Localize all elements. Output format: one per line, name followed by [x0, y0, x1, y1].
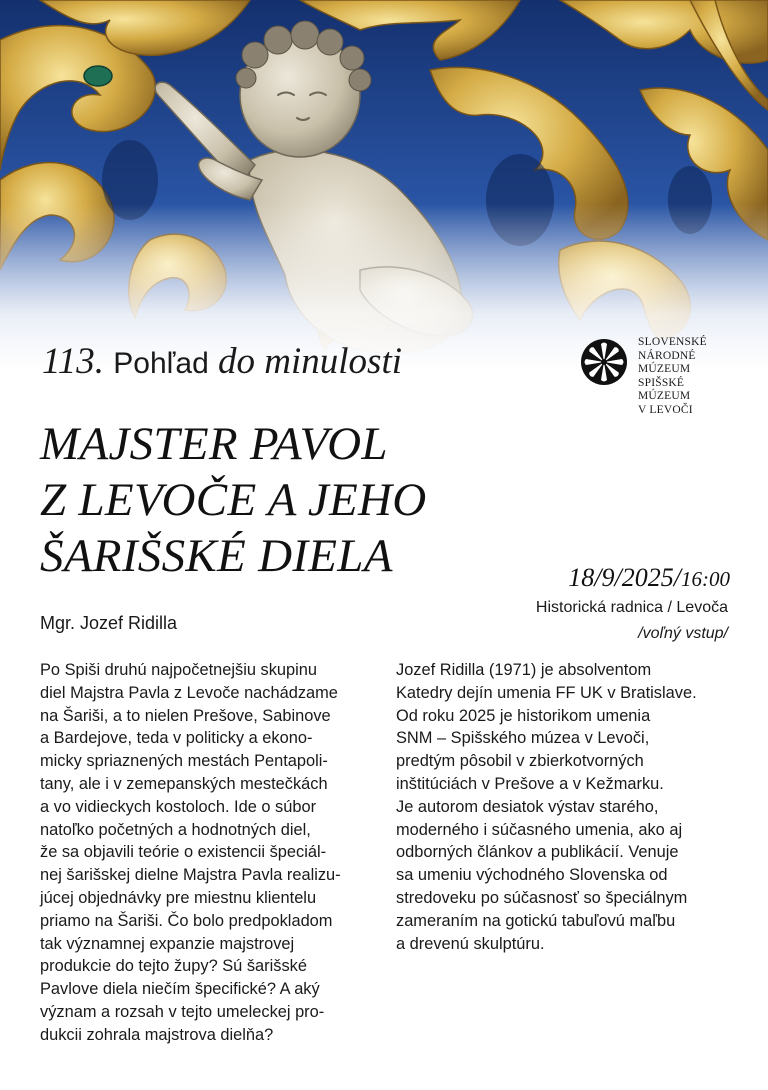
- bio-line: predtým pôsobil v zbierkotvorných: [396, 752, 644, 771]
- event-month: 9: [601, 563, 615, 592]
- event-time: 16:00: [681, 567, 730, 591]
- abstract-line: a vo vidieckych kostoloch. Ide o súbor: [40, 797, 317, 816]
- abstract-line: natoľko početných a hodnotných diel,: [40, 820, 311, 839]
- series-word-pohlad: Pohľad: [113, 347, 209, 380]
- bio-line: inštitúciách v Prešove a v Kežmarku.: [396, 774, 664, 793]
- abstract-line: tany, ale i v zemepanských mestečkách: [40, 774, 328, 793]
- series-number: 113.: [42, 341, 105, 382]
- bio-line: stredoveku po súčasnosť so špeciálnym: [396, 888, 688, 907]
- museum-name-line: V LEVOČI: [638, 403, 693, 416]
- event-year: 2025: [621, 563, 674, 592]
- abstract-line: Po Spiši druhú najpočetnejšiu skupinu: [40, 661, 318, 679]
- event-datetime: 18/9/2025/16:00: [568, 563, 730, 592]
- abstract-line: Pavlove diela niečím špecifické? A aký: [40, 980, 320, 999]
- abstract-line: nej šarišskej dielne Majstra Pavla realizu-: [40, 866, 341, 885]
- bio-line: Katedry dejín umenia FF UK v Bratislave.: [396, 683, 697, 702]
- title-line: Z LEVOČE A JEHO: [40, 474, 427, 526]
- museum-name-line: SPIŠSKÉ: [638, 376, 685, 389]
- bio-line: Od roku 2025 je historikom umenia: [396, 706, 651, 725]
- lecture-title: [40, 416, 510, 584]
- bio-line: Je autorom desiatok výstav starého,: [396, 797, 659, 816]
- hero-image-carved-angel: [0, 0, 768, 370]
- event-entry: /voľný vstup/: [638, 625, 728, 642]
- abstract-line: význam a rozsah v tejto umeleckej pro-: [40, 1002, 325, 1021]
- museum-name: [638, 336, 738, 418]
- lecturer-bio: [396, 659, 736, 955]
- lecture-series-heading: [42, 340, 402, 384]
- museum-name-line: MÚZEUM: [638, 390, 691, 403]
- bio-line: odborných článkov a publikácií. Venuje: [396, 843, 679, 862]
- abstract-line: a Bardejove, teda v politicky a ekono-: [40, 729, 313, 748]
- abstract-line: produkcie do tejto župy? Sú šarišské: [40, 957, 307, 976]
- event-venue: Historická radnica / Levoča: [535, 599, 728, 616]
- bio-line: Jozef Ridilla (1971) je absolventom: [396, 661, 652, 679]
- bio-line: zameraním na gotickú tabuľovú maľbu: [396, 911, 676, 930]
- lecturer-name: Mgr. Jozef Ridilla: [40, 613, 178, 633]
- event-day: 18: [568, 563, 595, 592]
- abstract-line: júcej objednávky pre miestnu klientelu: [40, 888, 317, 907]
- museum-name-line: NÁRODNÉ: [638, 349, 696, 362]
- bio-line: a drevenú skulptúru.: [396, 934, 545, 953]
- bio-line: SNM – Spišského múzea v Levoči,: [396, 729, 650, 748]
- museum-name-line: MÚZEUM: [638, 363, 691, 376]
- abstract-line: dukcii zohrala majstrova dielňa?: [40, 1025, 274, 1044]
- abstract-line: že sa objavili teórie o existencii špeciál-: [40, 843, 327, 862]
- bio-line: sa umeniu východného Slovenska od: [396, 866, 668, 885]
- title-line: MAJSTER PAVOL: [40, 418, 388, 470]
- star-flower-icon: [580, 338, 628, 386]
- museum-logo: [580, 336, 740, 428]
- bio-line: moderného i súčasného umenia, ako aj: [396, 820, 683, 839]
- abstract-line: diel Majstra Pavla z Levoče nachádzame: [40, 683, 338, 702]
- abstract-line: tak významnej expanzie majstrovej: [40, 934, 295, 953]
- series-word-do-minulosti: do minulosti: [218, 341, 403, 382]
- museum-name-line: SLOVENSKÉ: [638, 336, 707, 348]
- abstract-line: na Šariši, a to nielen Prešove, Sabinove: [40, 706, 331, 725]
- abstract-line: priamo na Šariši. Čo bolo predpokladom: [40, 911, 333, 930]
- title-line: ŠARIŠSKÉ DIELA: [40, 530, 393, 582]
- abstract-text: [40, 659, 380, 1047]
- abstract-line: micky spriaznených mestách Pentapoli-: [40, 752, 328, 771]
